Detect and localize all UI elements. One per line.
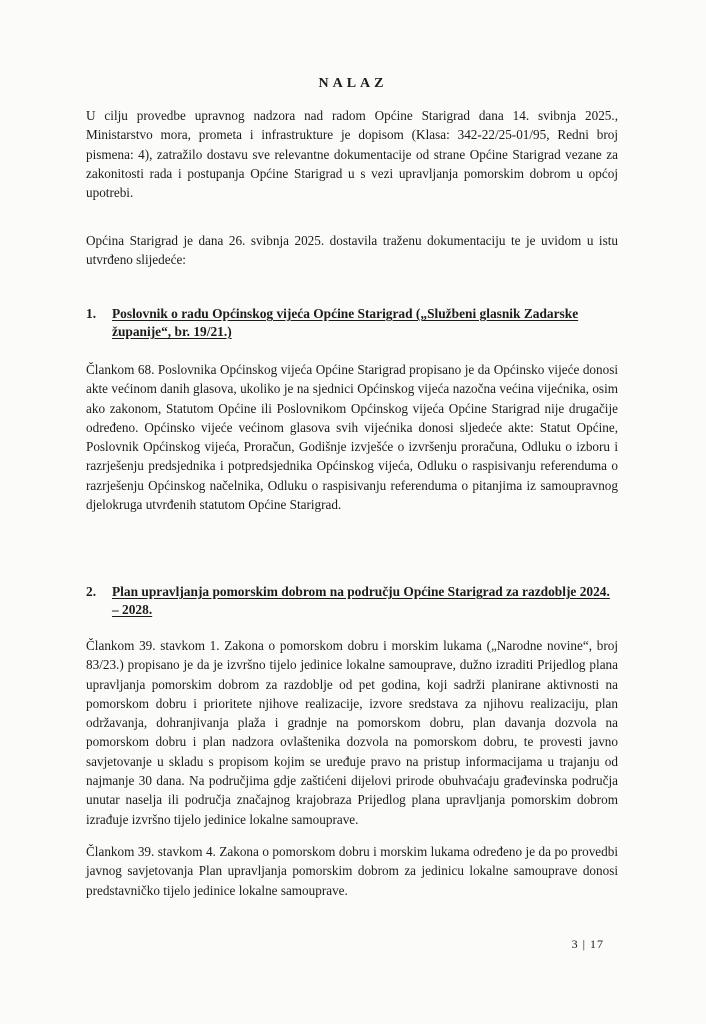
section-2-number: 2. bbox=[86, 584, 97, 599]
section-1-number: 1. bbox=[86, 306, 97, 321]
page-number: 3 | 17 bbox=[571, 937, 604, 951]
section-2-heading bbox=[86, 583, 610, 619]
intro-paragraph: U cilju provedbe upravnog nadzora nad radom Općine Starigrad dana 14. svibnja 2025., Ministarstvo mora, prometa i infrastrukture je dopisom (Klasa: 342-22/25-01/95, Redni broj pismena: 4), zatražilo dostavu sve relevantne dokumentacije od strane Općine Starigrad vezane za zakonitosti rada i postupanja Općine Starigrad u s vezi upravljanja pomorskim dobrom u općoj upotrebi. bbox=[86, 108, 618, 201]
section-2-paragraph-1: Člankom 39. stavkom 1. Zakona o pomorskom dobru i morskim lukama („Narodne novine“, broj 83/23.) propisano je da je izvršno tijelo jedinice lokalne samouprave, dužno izraditi Prijedlog plana upravljanja pomorskim dobrom za razdoblje od pet godina, koji sadrži planirane aktivnosti na pomorskom dobru i prioritete njihove realizacije, izvore sredstava za njihovu realizaciju, plan održavanja, dohranjivanja plaža i gradnje na pomorskom dobru, plan davanja dozvola na pomorskom dobru i plan nadzora ovlaštenika dozvola na pomorskom dobru, te provesti javno savjetovanje u skladu s propisom kojim se uređuje pravo na pristup informacijama u trajanju od najmanje 30 dana. Na područjima gdje zaštićeni dijelovi prirode obuhvaćaju građevinska područja unutar naselja ili područja značajnog krajobraza Prijedlog plana upravljanja pomorskim dobrom izrađuje izvršno tijelo jedinice lokalne samouprave. bbox=[86, 638, 618, 827]
document-title: NALAZ bbox=[318, 76, 388, 91]
section-2-title: Plan upravljanja pomorskim dobrom na području Općine Starigrad za razdoblje 2024. – 2028. bbox=[112, 584, 610, 617]
delivery-paragraph: Općina Starigrad je dana 26. svibnja 2025. dostavila traženu dokumentaciju te je uvidom u istu utvrđeno slijedeće: bbox=[86, 233, 618, 268]
section-1-paragraph: Člankom 68. Poslovnika Općinskog vijeća Općine Starigrad propisano je da Općinsko vijeće donosi akte većinom danih glasova, ukoliko je na sjednici Općinskog vijeća nazočna većina vijećnika, osim ako zakonom, Statutom Općine ili Poslovnikom Općinskog vijeća Općine Starigrad nije drugačije određeno. Općinsko vijeće većinom glasova svih vijećnika donosi sljedeće akte: Statut Općine, Poslovnik Općinskog vijeća, Proračun, Godišnje izvješće o izvršenju proračuna, Odluku o izboru i razrješenju predsjednika i potpredsjednika Općinskog vijeća, Odluku o raspisivanju referenduma o razrješenju Općinskog načelnika, Odluku o raspisivanju referenduma o pitanjima iz samoupravnog djelokruga utvrđenih statutom Općine Starigrad. bbox=[86, 362, 618, 513]
section-1-title: Poslovnik o radu Općinskog vijeća Općine Starigrad („Službeni glasnik Zadarske županije“, br. 19/21.) bbox=[112, 306, 579, 339]
section-1-heading bbox=[86, 305, 610, 341]
section-2-paragraph-2: Člankom 39. stavkom 4. Zakona o pomorskom dobru i morskim lukama određeno je da po provedbi javnog savjetovanja Plan upravljanja pomorskim dobrom za jedinicu lokalne samouprave donosi predstavničko tijelo jedinice lokalne samouprave. bbox=[86, 844, 618, 898]
